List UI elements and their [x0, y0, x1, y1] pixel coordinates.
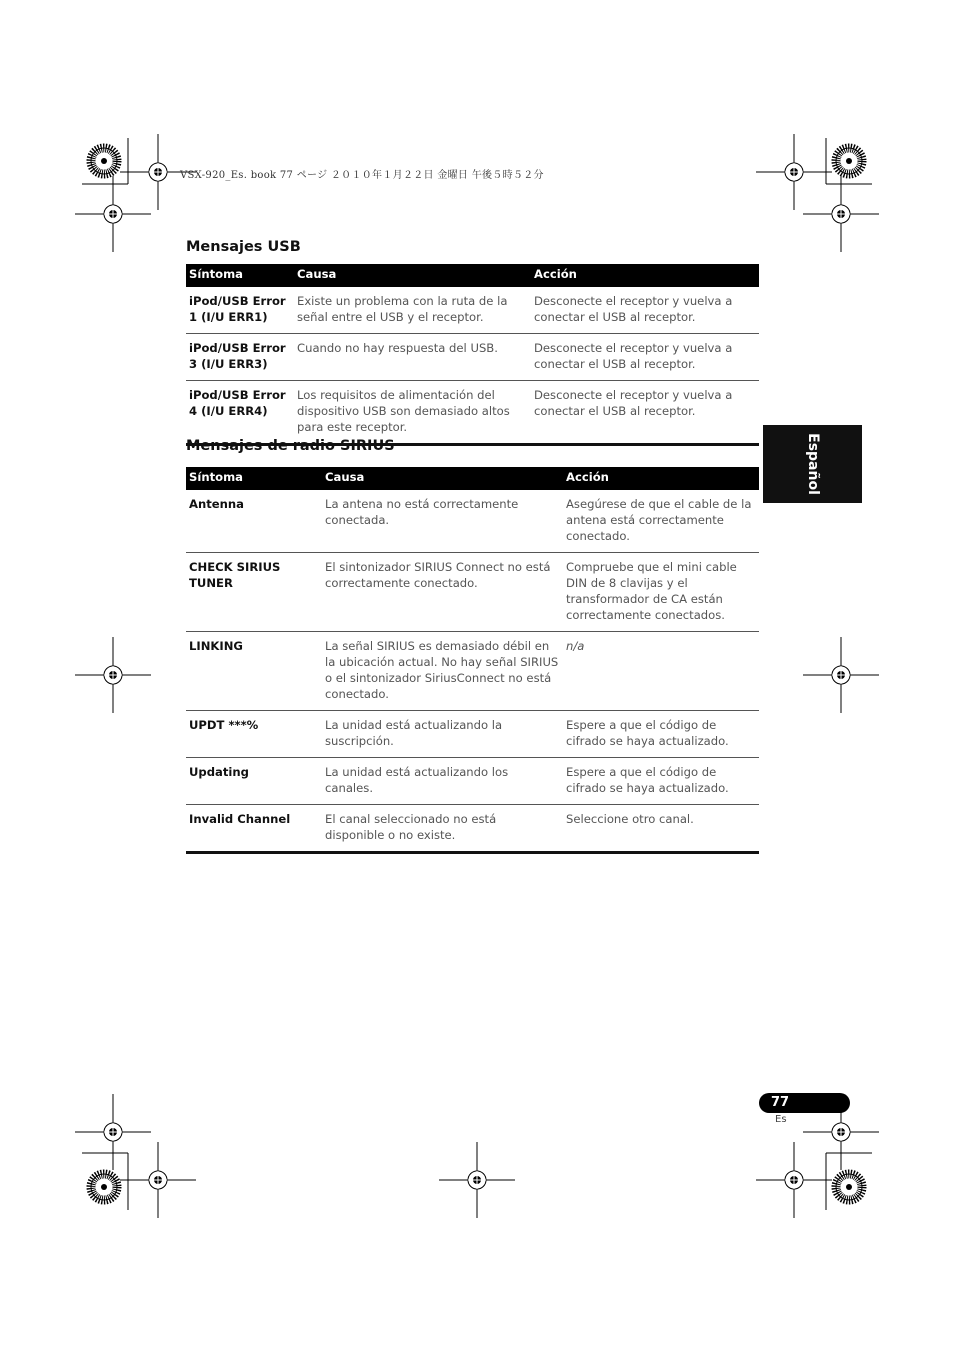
- table-row: [186, 287, 759, 334]
- cause-cell: Los requisitos de alimentación del dispositivo USB son demasiado altos para este receptor.: [294, 381, 531, 445]
- action-cell: Seleccione otro canal.: [563, 805, 759, 853]
- registration-cross: [120, 1142, 196, 1218]
- registration-cross: [756, 134, 832, 210]
- registration-cross: [756, 1142, 832, 1218]
- registration-cross: [75, 176, 151, 252]
- symptom-cell: CHECK SIRIUS TUNER: [186, 553, 322, 632]
- symptom-cell: Antenna: [186, 490, 322, 553]
- column-header-symptom: Síntoma: [186, 264, 294, 287]
- action-cell: Compruebe que el mini cable DIN de 8 clavijas y el transformador de CA están correctamente conectados.: [563, 553, 759, 632]
- table-row: [186, 381, 759, 445]
- cause-cell: La unidad está actualizando la suscripción.: [322, 711, 563, 758]
- column-header-cause: Causa: [294, 264, 531, 287]
- registration-sun-bottom-right: [836, 1174, 862, 1200]
- column-header-action: Acción: [563, 467, 759, 490]
- action-cell: Desconecte el receptor y vuelva a conectar el USB al receptor.: [531, 381, 759, 445]
- page-number: 77: [771, 1095, 790, 1110]
- action-cell: Espere a que el código de cifrado se haya actualizado.: [563, 711, 759, 758]
- cause-cell: Cuando no hay respuesta del USB.: [294, 334, 531, 381]
- symptom-cell: iPod/USB Error 1 (I/U ERR1): [186, 287, 294, 334]
- language-tab: [763, 425, 862, 503]
- page-number-badge: [759, 1093, 850, 1113]
- action-cell: Desconecte el receptor y vuelva a conectar el USB al receptor.: [531, 334, 759, 381]
- table-row: [186, 632, 759, 711]
- registration-cross: [439, 1142, 515, 1218]
- sirius-section-title: Mensajes de radio SIRIUS: [186, 438, 395, 454]
- registration-cross: [803, 637, 879, 713]
- table-row: [186, 711, 759, 758]
- cause-cell: El sintonizador SIRIUS Connect no está correctamente conectado.: [322, 553, 563, 632]
- cause-cell: La unidad está actualizando los canales.: [322, 758, 563, 805]
- table-row: [186, 490, 759, 553]
- sirius-messages-table: [186, 467, 759, 854]
- cause-cell: La antena no está correctamente conectada.: [322, 490, 563, 553]
- column-header-cause: Causa: [322, 467, 563, 490]
- symptom-cell: iPod/USB Error 3 (I/U ERR3): [186, 334, 294, 381]
- action-cell: n/a: [563, 632, 759, 711]
- action-cell: Espere a que el código de cifrado se haya actualizado.: [563, 758, 759, 805]
- registration-cross: [803, 176, 879, 252]
- table-header-row: [186, 467, 759, 490]
- action-cell: Desconecte el receptor y vuelva a conectar el USB al receptor.: [531, 287, 759, 334]
- symptom-cell: LINKING: [186, 632, 322, 711]
- symptom-cell: Invalid Channel: [186, 805, 322, 853]
- registration-sun-top-left: [91, 148, 117, 174]
- registration-sun-top-right: [836, 148, 862, 174]
- table-header-row: [186, 264, 759, 287]
- print-header: VSX-920_Es. book 77 ページ ２０１０年１月２２日 金曜日 午後５時５２分: [180, 170, 544, 181]
- language-tab-label: Español: [804, 433, 821, 495]
- table-row: [186, 334, 759, 381]
- cause-cell: El canal seleccionado no está disponible o no existe.: [322, 805, 563, 853]
- column-header-action: Acción: [531, 264, 759, 287]
- registration-cross: [75, 637, 151, 713]
- symptom-cell: UPDT ***%: [186, 711, 322, 758]
- cause-cell: La señal SIRIUS es demasiado débil en la ubicación actual. No hay señal SIRIUS o el sintonizador SiriusConnect no está conectado.: [322, 632, 563, 711]
- table-row: [186, 553, 759, 632]
- cause-cell: Existe un problema con la ruta de la señal entre el USB y el receptor.: [294, 287, 531, 334]
- usb-messages-table: [186, 264, 759, 446]
- registration-sun-bottom-left: [91, 1174, 117, 1200]
- table-row: [186, 758, 759, 805]
- column-header-symptom: Síntoma: [186, 467, 322, 490]
- symptom-cell: iPod/USB Error 4 (I/U ERR4): [186, 381, 294, 445]
- page-language-code: Es: [775, 1114, 787, 1125]
- usb-section-title: Mensajes USB: [186, 239, 301, 255]
- action-cell: Asegúrese de que el cable de la antena está correctamente conectado.: [563, 490, 759, 553]
- table-row: [186, 805, 759, 853]
- symptom-cell: Updating: [186, 758, 322, 805]
- registration-cross: [75, 1094, 151, 1170]
